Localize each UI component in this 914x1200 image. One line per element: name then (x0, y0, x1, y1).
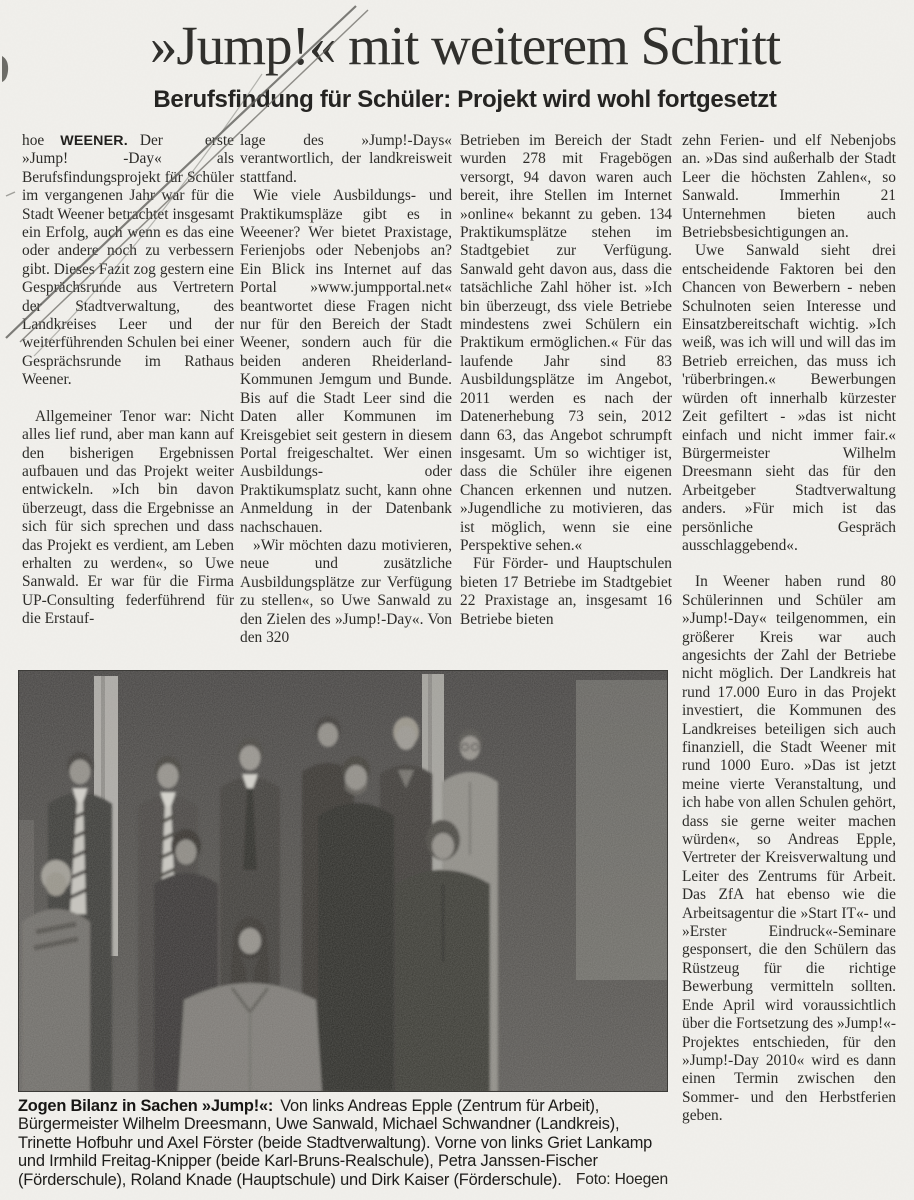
paragraph (22, 132, 234, 390)
paragraph: In Weener haben rund 80 Schülerinnen und Schüler am »Jump!-Day« teilgenommen, ein größerer Kreis war auch angesichts der Zahl der Betriebe nicht möglich. Der Landkreis hat rund 17.000 Euro in das Projekt investiert, die Kommunen des Landkreises beteiligen sich auch finanziell, die Stadt Weener mit rund 1000 Euro. »Das ist jetzt meine vierte Veranstaltung, und ich habe von allen Schulen gehört, dass sie gerne weiter machen würden«, so Andreas Epple, Vertreter der Kreisverwaltung und Leiter des Zentrums für Arbeit. Das ZfA hat ebenso wie die Arbeitsagentur die »Start IT«- und »Erster Eindruck«-Seminare gesponsert, die den Schülern das Rüstzeug für die richtige Bewerbung vermitteln sollten. Ende April wird voraussichtlich über die Fortsetzung des »Jump!«-Projektes entschieden, für den »Jump!-Day 2010« wird es dann einen Termin zwischen den Sommer- und den Herbstferien geben. (682, 573, 896, 1125)
photo-credit: Foto: Hoegen (575, 1170, 668, 1188)
article-column-2 (240, 132, 452, 662)
dateline-location: WEENER. (60, 133, 128, 149)
paragraph: zehn Ferien- und elf Nebenjobs an. »Das sind außerhalb der Stadt Leer die höchsten Zahlen«, so Sanwald. Immerhin 21 Unternehmen bieten auch Betriebsbesichtigungen an. (682, 132, 896, 242)
paragraph: Uwe Sanwald sieht drei entscheidende Faktoren bei den Chancen von Bewerbern - neben Schulnoten seien Interesse und Einsatzbereitschaft wichtig. »Ich weiß, was ich will und will das im Betrieb erreichen, das muss ich 'rüberbringen.« Bewerbungen würden oft innerhalb kürzester Zeit gefiltert - »das ist nicht einfach und nicht immer fair.« Bürgermeister Wilhelm Dreesmann sieht das für den Arbeitgeber Stadtverwaltung anders. »Für mich ist das persönliche Gespräch ausschlaggebend«. (682, 242, 896, 554)
article-column-4 (682, 132, 896, 1194)
byline: hoe (22, 132, 45, 149)
masthead (0, 16, 914, 114)
article-column-3 (460, 132, 672, 662)
page-subtitle: Berufsfindung für Schüler: Projekt wird wohl fortgesetzt (153, 85, 777, 113)
paragraph: Betrieben im Bereich der Stadt wurden 278 mit Fragebögen versorgt, 94 davon waren auch bereit, ihre Stellen im Internet »online« bekannt zu geben. 134 Praktikumsplätze stehen im Stadtgebiet zur Verfügung. Sanwald geht davon aus, dass die tatsächliche Zahl höher ist. »Ich bin überzeugt, dss viele Betriebe mindestens zwei Schülern ein Praktikum ermöglichen.« Für das laufende Jahr sind 83 Ausbildungsplätze im Angebot, 2011 werden es nach der Datenerhebung 73 sein, 2012 dann 63, das Angebot schrumpft insgesamt. Um so wichtiger ist, dass die Schüler ihre eigenen Chancen erkennen und nutzen. »Jugendliche zu motivieren, das ist möglich, wenn sie eine Perspektive sehen.« (460, 132, 672, 554)
paragraph: lage des »Jump!-Days« verantwortlich, der landkreisweit stattfand. (240, 132, 452, 186)
paragraph: »Wir möchten dazu motivieren, neue und zusätzliche Ausbildungsplätze zur Verfügung zu stellen«, so Uwe Sanwald zu den Zielen des »Jump!-Day«. Von den 320 (240, 536, 452, 646)
paragraph-text: Der erste »Jump! -Day« als Berufsfindungsprojekt für Schüler im vergangenen Jahr war für die Stadt Weener betrachtet insgesamt ein Erfolg, auch wenn es das eine oder andere noch zu verbessern gibt. Dieses Fazit zog gestern eine Gesprächsrunde aus Vertretern der Stadtverwaltung, des Landkreises Leer und der weiterführenden Schulen bei einer Gesprächsrunde im Rathaus Weener. (22, 132, 234, 389)
photo-caption (18, 1097, 670, 1189)
article-column-1 (22, 132, 234, 662)
paragraph: Für Förder- und Hauptschulen bieten 17 Betriebe im Stadtgebiet 22 Praxistage an, insgesamt 16 Betriebe bieten (460, 555, 672, 628)
page-title: »Jump!« mit weiterem Schritt (149, 15, 781, 76)
paragraph: Allgemeiner Tenor war: Nicht alles lief rund, aber man kann auf den bisherigen Ergebnissen aufbauen und das Projekt weiter entwickeln. »Ich bin davon überzeugt, dass die Ergebnisse an sich für sich sprechen und dass das Projekt es verdient, am Leben erhalten zu werden«, so Uwe Sanwald. Er war für die Firma UP-Consulting federführend für die Erstauf- (22, 407, 234, 628)
caption-text: Von links Andreas Epple (Zentrum für Arbeit), Bürgermeister Wilhelm Dreesmann, Uwe Sanwald, Michael Schwandner (Landkreis), Trinette Hofbuhr und Axel Förster (beide Stadtverwaltung). Vorne von links Griet Lankamp und Irmhild Freitag-Knipper (beide Karl-Bruns-Realschule), Petra Janssen-Fischer (Förderschule), Roland Knade (Hauptschule) und Dirk Kaiser (Förderschule). (18, 1097, 653, 1189)
paragraph: Wie viele Ausbildungs- und Praktikumspläze gibt es in Weeener? Wer bietet Praxistage, Ferienjobs oder Nebenjobs an? Ein Blick ins Internet auf das Portal »www.jumpportal.net« beantwortet diese Fragen nicht nur für den Bereich der Stadt Weener, sondern auch für die beiden anderen Rheiderland-Kommunen Jemgum und Bunde. Bis auf die Stadt Leer sind die Daten aller Kommunen im Kreisgebiet seit gestern in diesem Portal freigeschaltet. Wer einen Ausbildungs- oder Praktikumsplatz sucht, kann ohne Anmeldung in der Datenbank nachschauen. (240, 187, 452, 536)
group-photo (18, 670, 668, 1092)
caption-lead: Zogen Bilanz in Sachen »Jump!«: (18, 1097, 274, 1115)
